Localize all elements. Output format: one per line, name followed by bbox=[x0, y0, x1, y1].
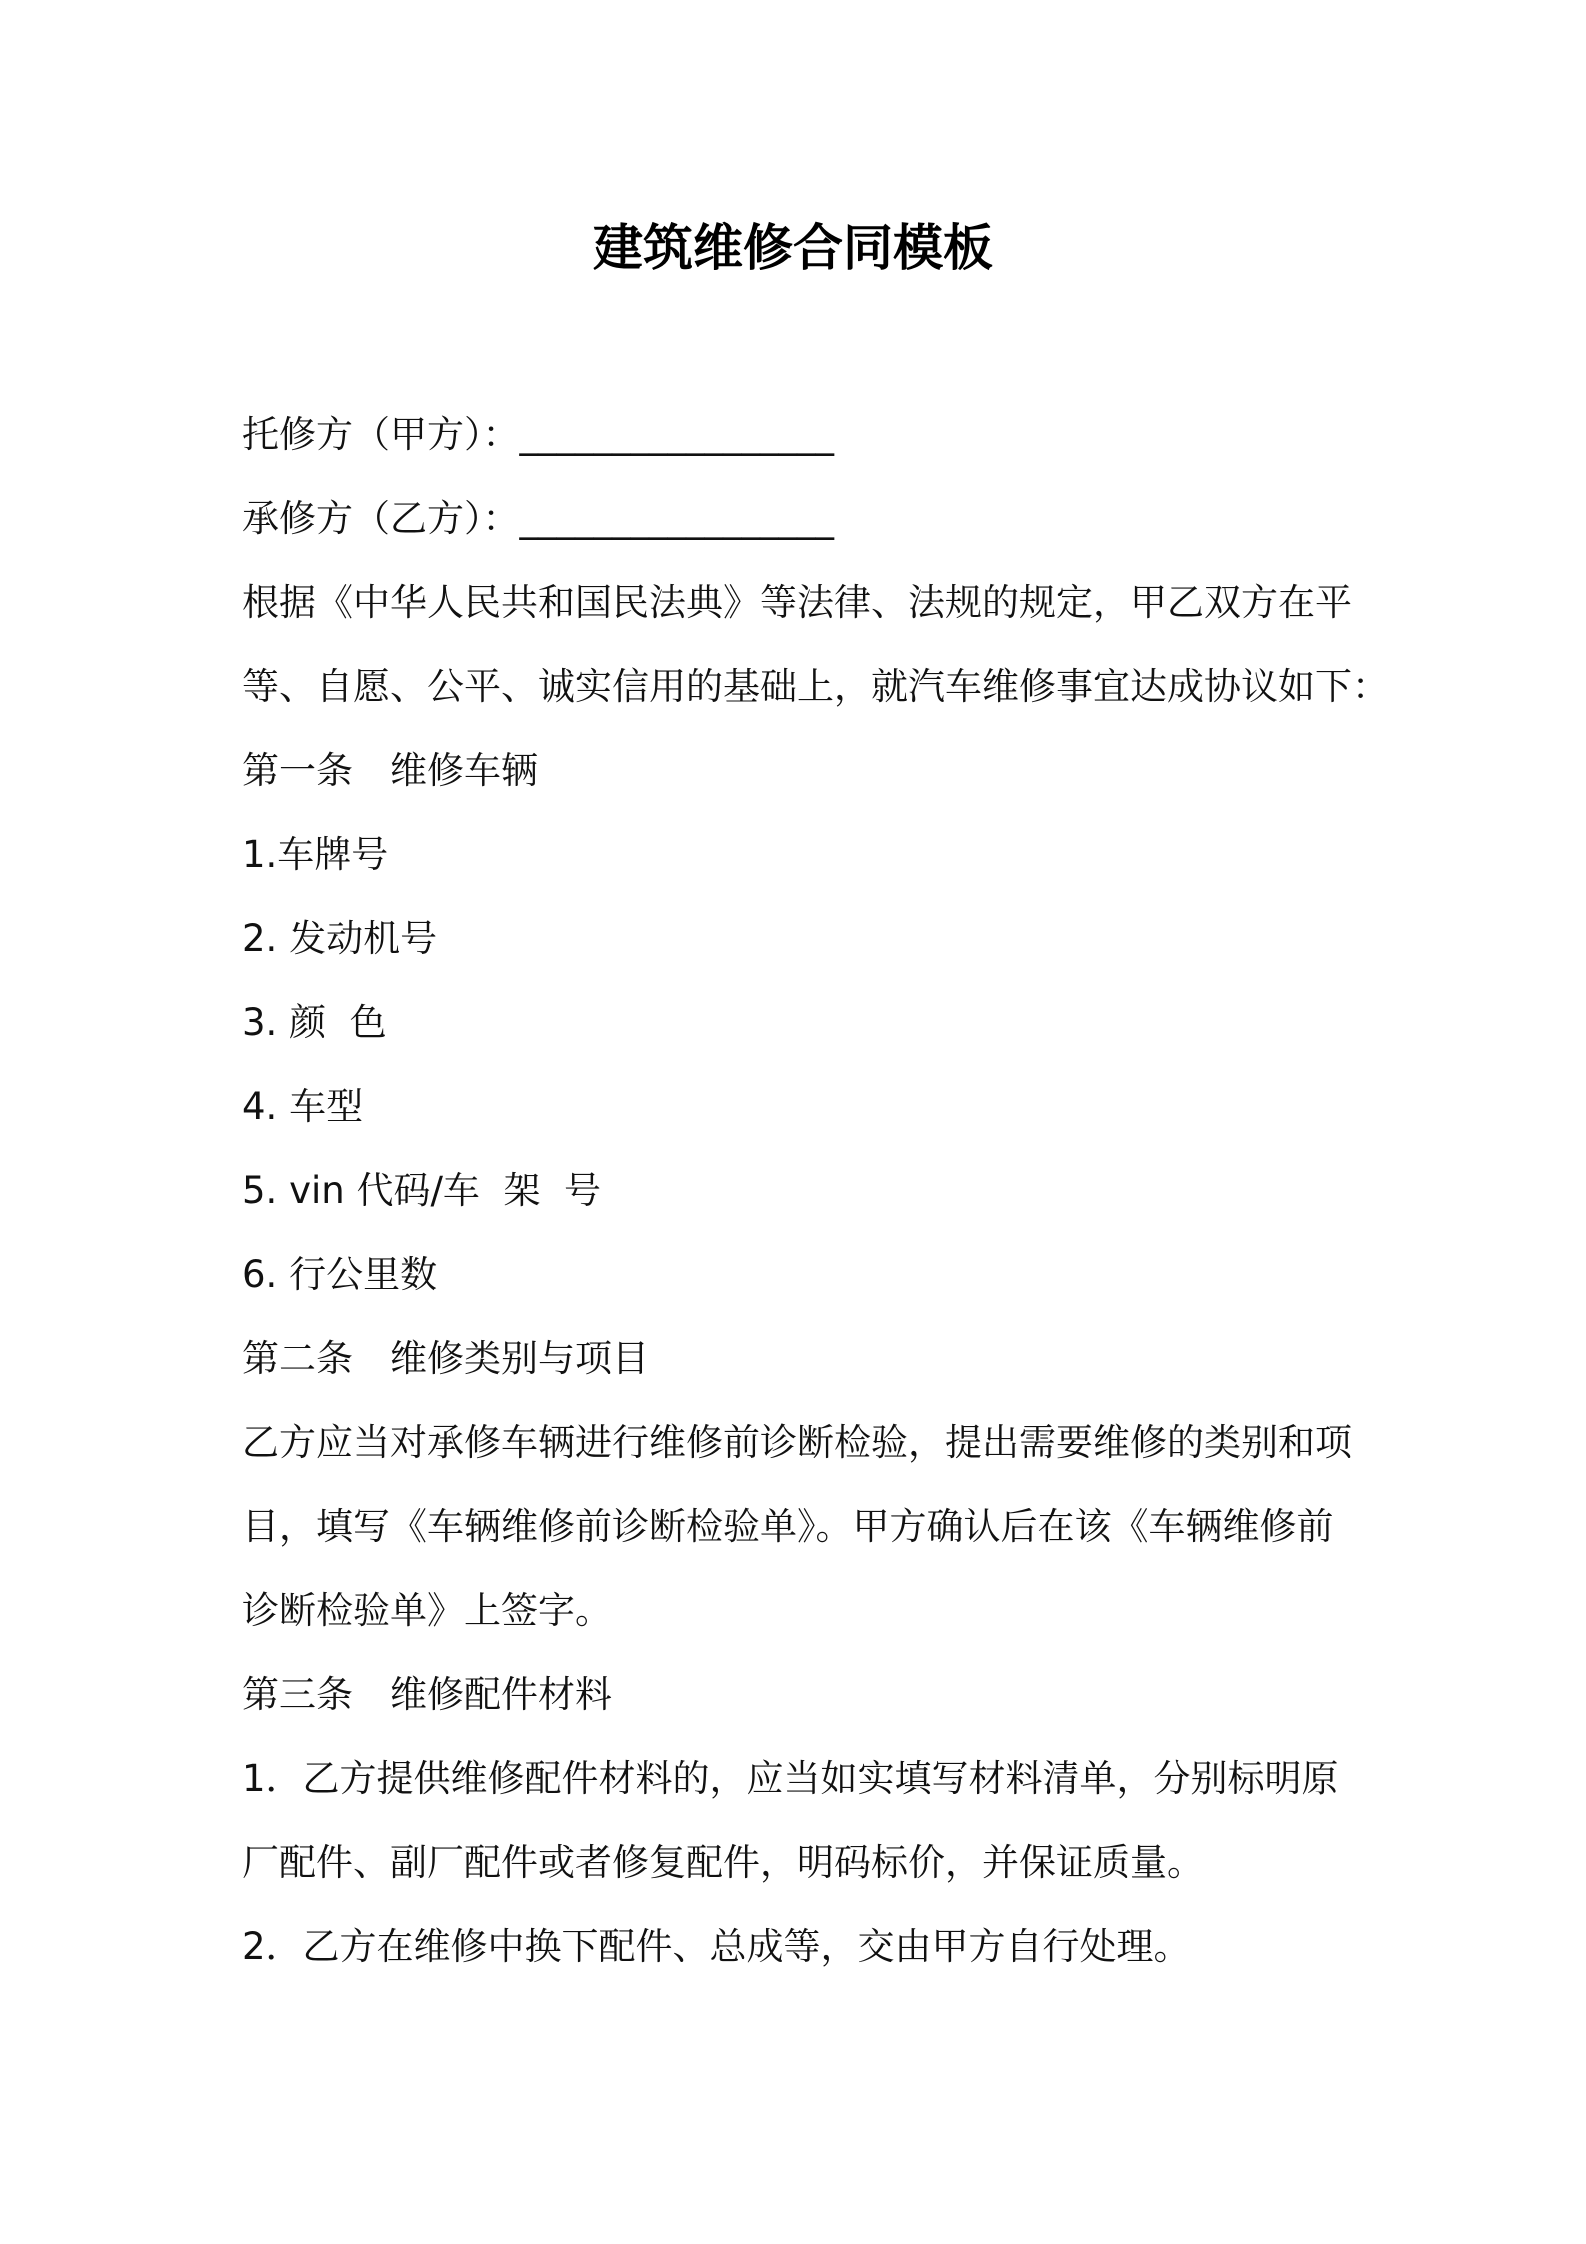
article-3-paragraph-line: 1．乙方提供维修配件材料的，应当如实填写材料清单，分别标明原 bbox=[242, 1757, 1339, 1800]
article-2-paragraph-line: 诊断检验单》上签字。 bbox=[242, 1589, 612, 1632]
article-3-paragraph-line: 2．乙方在维修中换下配件、总成等，交由甲方自行处理。 bbox=[242, 1925, 1191, 1968]
article-1-item: 6. 行公里数 bbox=[242, 1253, 438, 1296]
document-title: 建筑维修合同模板 bbox=[593, 219, 993, 277]
party-b-line: 承修方（乙方）：_________________ bbox=[242, 497, 834, 540]
article-1-item: 4. 车型 bbox=[242, 1085, 364, 1128]
preamble-line-1: 根据《中华人民共和国民法典》等法律、法规的规定，甲乙双方在平 bbox=[242, 581, 1352, 624]
article-1-item: 3. 颜 色 bbox=[242, 1001, 387, 1044]
article-3-paragraph-line: 厂配件、副厂配件或者修复配件，明码标价，并保证质量。 bbox=[242, 1841, 1204, 1884]
article-2-paragraph-line: 乙方应当对承修车辆进行维修前诊断检验，提出需要维修的类别和项 bbox=[242, 1421, 1352, 1464]
article-3-heading: 第三条 维修配件材料 bbox=[242, 1673, 612, 1716]
party-a-line: 托修方（甲方）：_________________ bbox=[242, 413, 834, 456]
article-1-item: 1.车牌号 bbox=[242, 833, 389, 876]
article-1-item: 5. vin 代码/车 架 号 bbox=[242, 1169, 601, 1212]
article-2-paragraph-line: 目，填写《车辆维修前诊断检验单》。甲方确认后在该《车辆维修前 bbox=[242, 1505, 1334, 1548]
article-1-item: 2. 发动机号 bbox=[242, 917, 438, 960]
preamble-line-2: 等、自愿、公平、诚实信用的基础上，就汽车维修事宜达成协议如下： bbox=[242, 665, 1389, 708]
article-1-heading: 第一条 维修车辆 bbox=[242, 749, 538, 792]
article-2-heading: 第二条 维修类别与项目 bbox=[242, 1337, 649, 1380]
